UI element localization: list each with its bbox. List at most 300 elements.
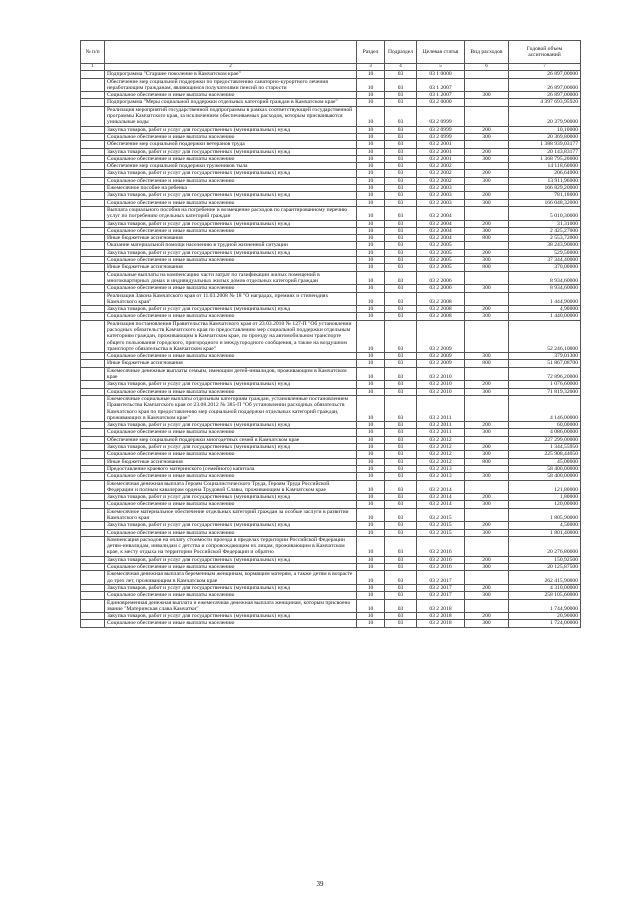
cell-expense: 200: [465, 381, 509, 388]
cell-num: [81, 536, 105, 556]
table-row: [81, 155, 581, 162]
cell-num: [81, 163, 105, 170]
cell-num: [81, 249, 105, 256]
cell-target: 03 2 0999: [417, 133, 465, 140]
cell-amount: 166 829,20000: [509, 185, 581, 192]
cell-name: Обеспечение мер социальной поддержки тружеников тыла: [105, 163, 357, 170]
cell-target: 03 1 0000: [417, 71, 465, 78]
table-row: [81, 536, 581, 556]
cell-section: 10: [357, 78, 385, 92]
cell-expense: 300: [465, 227, 509, 234]
cell-name: Закупка товаров, работ и услуг для государственных (муниципальных) нужд: [105, 422, 357, 429]
cell-section: 10: [357, 227, 385, 234]
cell-target: 03 2 2003: [417, 192, 465, 199]
cell-target: 03 2 2017: [417, 584, 465, 591]
cell-subsection: 03: [385, 235, 417, 242]
table-row: [81, 465, 581, 472]
cell-target: 03 2 2003: [417, 199, 465, 206]
cell-section: 10: [357, 501, 385, 508]
cell-target: 03 2 2003: [417, 185, 465, 192]
cell-section: 10: [357, 155, 385, 162]
cell-section: 10: [357, 199, 385, 206]
cell-subsection: 03: [385, 556, 417, 563]
cell-section: 10: [357, 422, 385, 429]
table-row: [81, 271, 581, 285]
cell-num: [81, 436, 105, 443]
table-row: [81, 177, 581, 184]
cell-name: Закупка товаров, работ и услуг для государственных (муниципальных) нужд: [105, 444, 357, 451]
cell-expense: [465, 292, 509, 306]
cell-name: Ежемесячное материальное обеспечение отдельных категорий граждан за особые заслуги в развитии Камчатского края: [105, 508, 357, 522]
table-row: [81, 242, 581, 249]
cell-num: [81, 71, 105, 78]
cell-section: 10: [357, 381, 385, 388]
cell-num: [81, 444, 105, 451]
cell-name: Закупка товаров, работ и услуг для государственных (муниципальных) нужд: [105, 556, 357, 563]
cell-amount: 58 400,00000: [509, 465, 581, 472]
cell-amount: 5 010,30000: [509, 206, 581, 220]
cell-amount: 120,00000: [509, 501, 581, 508]
cell-name: Ежемесячные денежные выплаты семьям, имеющим детей-инвалидов, проживающим в Камчатском крае: [105, 367, 357, 381]
cell-subsection: 03: [385, 155, 417, 162]
cell-target: 03 2 2001: [417, 141, 465, 148]
cell-name: Закупка товаров, работ и услуг для государственных (муниципальных) нужд: [105, 126, 357, 133]
cell-amount: 20,90000: [509, 613, 581, 620]
cell-section: 10: [357, 249, 385, 256]
cell-num: [81, 155, 105, 162]
cell-subsection: 03: [385, 451, 417, 458]
cell-subsection: 03: [385, 522, 417, 529]
cell-num: [81, 381, 105, 388]
cell-amount: 20 143,83177: [509, 148, 581, 155]
cell-amount: 4,50000: [509, 522, 581, 529]
cell-amount: 4 310,00000: [509, 584, 581, 591]
cell-section: 10: [357, 436, 385, 443]
table-row: [81, 613, 581, 620]
table-row: [81, 501, 581, 508]
cell-expense: 300: [465, 133, 509, 140]
table-row: [81, 141, 581, 148]
cell-expense: 200: [465, 613, 509, 620]
cell-subsection: 03: [385, 185, 417, 192]
cell-section: 10: [357, 599, 385, 613]
cell-target: 03 2 2015: [417, 508, 465, 522]
cell-target: 03 2 2009: [417, 320, 465, 352]
cell-target: 03 2 2016: [417, 536, 465, 556]
cell-subsection: 03: [385, 360, 417, 367]
cell-subsection: 03: [385, 465, 417, 472]
table-row: [81, 592, 581, 599]
cell-num: [81, 501, 105, 508]
cell-target: 03 2 2005: [417, 257, 465, 264]
cell-target: 03 2 2015: [417, 529, 465, 536]
cell-num: [81, 458, 105, 465]
cell-target: 03 2 2008: [417, 306, 465, 313]
cell-section: 10: [357, 206, 385, 220]
cell-name: Подпрограмма "Меры социальной поддержки отдельных категорий граждан в Камчатском крае": [105, 99, 357, 106]
cell-subsection: 03: [385, 71, 417, 78]
cell-num: [81, 360, 105, 367]
cell-num: [81, 613, 105, 620]
cell-num: [81, 473, 105, 480]
cell-expense: 200: [465, 192, 509, 199]
table-row: [81, 458, 581, 465]
cell-target: 03 2 2008: [417, 313, 465, 320]
cell-section: 10: [357, 106, 385, 126]
cell-amount: 31,31000: [509, 220, 581, 227]
cell-target: 03 1 2007: [417, 92, 465, 99]
cell-num: [81, 320, 105, 352]
cell-subsection: 03: [385, 163, 417, 170]
cell-target: 03 2 2001: [417, 155, 465, 162]
cell-target: 03 2 2014: [417, 501, 465, 508]
cell-num: [81, 564, 105, 571]
cell-target: 03 2 2009: [417, 353, 465, 360]
cell-section: 10: [357, 285, 385, 292]
cell-amount: 1 724,00000: [509, 620, 581, 627]
cell-subsection: 03: [385, 429, 417, 436]
column-number: 6: [465, 64, 509, 71]
table-row: [81, 388, 581, 395]
cell-section: 10: [357, 367, 385, 381]
cell-amount: 150,92500: [509, 556, 581, 563]
cell-subsection: 03: [385, 206, 417, 220]
cell-expense: [465, 599, 509, 613]
column-number: 3: [357, 64, 385, 71]
cell-section: 10: [357, 388, 385, 395]
cell-name: Закупка товаров, работ и услуг для государственных (муниципальных) нужд: [105, 249, 357, 256]
cell-amount: 529,50000: [509, 249, 581, 256]
cell-amount: 225 908,44050: [509, 451, 581, 458]
cell-target: 03 2 2004: [417, 227, 465, 234]
cell-subsection: 03: [385, 571, 417, 585]
table-row: [81, 92, 581, 99]
cell-subsection: 03: [385, 199, 417, 206]
table-row: [81, 429, 581, 436]
table-row: [81, 78, 581, 92]
cell-expense: 200: [465, 220, 509, 227]
cell-subsection: 03: [385, 436, 417, 443]
cell-amount: 20 125,87500: [509, 564, 581, 571]
cell-expense: 200: [465, 422, 509, 429]
column-number: 2: [105, 64, 357, 71]
cell-subsection: 03: [385, 458, 417, 465]
cell-num: [81, 92, 105, 99]
cell-target: 03 2 2013: [417, 473, 465, 480]
cell-name: Реализация мероприятий государственной подпрограммы в рамках соответствующей государственной программы Камчатского края, за исключением обеспечиваемых расходов, которым присваиваются уникальные коды: [105, 106, 357, 126]
cell-num: [81, 126, 105, 133]
cell-target: 03 2 2006: [417, 271, 465, 285]
cell-num: [81, 451, 105, 458]
cell-num: [81, 192, 105, 199]
cell-subsection: 03: [385, 271, 417, 285]
cell-expense: 200: [465, 444, 509, 451]
budget-table-sheet: [80, 40, 580, 628]
table-row: [81, 599, 581, 613]
cell-subsection: 03: [385, 388, 417, 395]
cell-name: Социальное обеспечение и иные выплаты населению: [105, 429, 357, 436]
cell-section: 10: [357, 529, 385, 536]
table-row: [81, 133, 581, 140]
cell-subsection: 03: [385, 249, 417, 256]
cell-section: 10: [357, 163, 385, 170]
cell-num: [81, 395, 105, 421]
cell-num: [81, 257, 105, 264]
cell-amount: 379,01300: [509, 353, 581, 360]
header-target: Целевая статья: [417, 41, 465, 64]
cell-expense: 300: [465, 257, 509, 264]
cell-amount: 45,00000: [509, 458, 581, 465]
cell-amount: 1,80000: [509, 494, 581, 501]
cell-target: 03 2 2008: [417, 292, 465, 306]
cell-expense: [465, 185, 509, 192]
cell-section: 10: [357, 306, 385, 313]
cell-subsection: 03: [385, 508, 417, 522]
cell-amount: 10,10000: [509, 126, 581, 133]
table-row: [81, 227, 581, 234]
cell-amount: 20 369,80000: [509, 133, 581, 140]
table-row: [81, 451, 581, 458]
cell-num: [81, 133, 105, 140]
cell-name: Обеспечение мер социальной поддержки ветеранов труда: [105, 141, 357, 148]
table-row: [81, 584, 581, 591]
table-row: [81, 320, 581, 352]
cell-amount: 72 896,20000: [509, 367, 581, 381]
table-row: [81, 556, 581, 563]
cell-amount: 781,18000: [509, 192, 581, 199]
cell-name: Иные бюджетные ассигнования: [105, 458, 357, 465]
cell-expense: [465, 465, 509, 472]
cell-target: 03 2 2016: [417, 556, 465, 563]
cell-amount: 227 299,00000: [509, 436, 581, 443]
table-row: [81, 422, 581, 429]
cell-target: 03 2 2012: [417, 444, 465, 451]
cell-section: 10: [357, 360, 385, 367]
cell-section: 10: [357, 353, 385, 360]
cell-expense: 300: [465, 529, 509, 536]
cell-subsection: 03: [385, 170, 417, 177]
cell-subsection: 03: [385, 257, 417, 264]
cell-section: 10: [357, 133, 385, 140]
cell-target: 03 2 2013: [417, 465, 465, 472]
cell-subsection: 03: [385, 292, 417, 306]
cell-expense: 300: [465, 155, 509, 162]
cell-num: [81, 220, 105, 227]
cell-name: Единовременная денежная выплата и ежемесячная денежная выплата женщинам, которым присвоено звание "Материнская слава Камчатки": [105, 599, 357, 613]
header-subsection: Подраздел: [385, 41, 417, 64]
cell-name: Социальное обеспечение и иные выплаты населению: [105, 592, 357, 599]
cell-section: 10: [357, 458, 385, 465]
cell-expense: 300: [465, 451, 509, 458]
cell-num: [81, 99, 105, 106]
table-row: [81, 508, 581, 522]
cell-amount: 58 400,00000: [509, 473, 581, 480]
cell-expense: 300: [465, 501, 509, 508]
cell-section: 10: [357, 192, 385, 199]
column-number: 1: [81, 64, 105, 71]
cell-amount: 258 105,60000: [509, 592, 581, 599]
cell-num: [81, 185, 105, 192]
cell-subsection: 03: [385, 584, 417, 591]
cell-section: 10: [357, 271, 385, 285]
cell-expense: [465, 106, 509, 126]
cell-num: [81, 353, 105, 360]
cell-expense: 300: [465, 429, 509, 436]
table-row: [81, 148, 581, 155]
cell-expense: 200: [465, 170, 509, 177]
table-row: [81, 99, 581, 106]
cell-num: [81, 494, 105, 501]
cell-subsection: 03: [385, 133, 417, 140]
cell-amount: 13 911,96000: [509, 177, 581, 184]
cell-target: 03 2 2005: [417, 242, 465, 249]
budget-table: [80, 40, 581, 628]
table-row: [81, 381, 581, 388]
cell-expense: [465, 163, 509, 170]
cell-expense: 300: [465, 620, 509, 627]
cell-subsection: 03: [385, 242, 417, 249]
cell-name: Компенсация расходов на оплату стоимости проезда в пределах территории Российской Федерации детям-инвалидам, инвалидам с детства и сопровождающим их лицам, проживающим в Камчатском крае, к месту отдыха на территории Российской Федерации и обратно: [105, 536, 357, 556]
cell-expense: 300: [465, 353, 509, 360]
cell-expense: [465, 206, 509, 220]
cell-subsection: 03: [385, 480, 417, 494]
cell-section: 10: [357, 592, 385, 599]
cell-name: Социальное обеспечение и иные выплаты населению: [105, 177, 357, 184]
cell-target: 03 2 0000: [417, 99, 465, 106]
cell-subsection: 03: [385, 106, 417, 126]
cell-num: [81, 306, 105, 313]
cell-target: 03 2 2015: [417, 522, 465, 529]
cell-num: [81, 148, 105, 155]
cell-name: Закупка товаров, работ и услуг для государственных (муниципальных) нужд: [105, 170, 357, 177]
cell-subsection: 03: [385, 620, 417, 627]
cell-target: 03 1 2007: [417, 78, 465, 92]
cell-expense: 300: [465, 92, 509, 99]
cell-target: 03 2 2017: [417, 571, 465, 585]
cell-subsection: 03: [385, 285, 417, 292]
header-amount: Годовой объем ассигнований: [509, 41, 581, 64]
column-number: 4: [385, 64, 417, 71]
cell-amount: 4 146,00000: [509, 395, 581, 421]
cell-target: 03 2 2012: [417, 458, 465, 465]
cell-amount: 166 048,32000: [509, 199, 581, 206]
cell-name: Закупка товаров, работ и услуг для государственных (муниципальных) нужд: [105, 220, 357, 227]
cell-num: [81, 465, 105, 472]
cell-expense: 200: [465, 556, 509, 563]
cell-target: 03 2 2002: [417, 177, 465, 184]
cell-amount: 2 425,27000: [509, 227, 581, 234]
cell-section: 10: [357, 620, 385, 627]
cell-section: 10: [357, 242, 385, 249]
cell-section: 10: [357, 257, 385, 264]
cell-expense: 300: [465, 592, 509, 599]
cell-target: 03 2 2002: [417, 170, 465, 177]
cell-section: 10: [357, 292, 385, 306]
table-row: [81, 313, 581, 320]
cell-name: Закупка товаров, работ и услуг для государственных (муниципальных) нужд: [105, 584, 357, 591]
cell-name: Социальное обеспечение и иные выплаты населению: [105, 473, 357, 480]
cell-target: 03 2 2010: [417, 367, 465, 381]
cell-subsection: 03: [385, 313, 417, 320]
cell-amount: 1 444,90000: [509, 292, 581, 306]
cell-amount: 262 415,90000: [509, 571, 581, 585]
cell-name: Выплата социального пособия на погребение и возмещение расходов по гарантированному перечню услуг по погребению отдельных категорий граждан: [105, 206, 357, 220]
cell-num: [81, 620, 105, 627]
cell-section: 10: [357, 126, 385, 133]
cell-expense: [465, 242, 509, 249]
cell-section: 10: [357, 264, 385, 271]
table-row: [81, 170, 581, 177]
cell-section: 10: [357, 508, 385, 522]
cell-section: 10: [357, 395, 385, 421]
cell-subsection: 03: [385, 444, 417, 451]
cell-section: 10: [357, 185, 385, 192]
cell-amount: 71 819,32000: [509, 388, 581, 395]
cell-section: 10: [357, 571, 385, 585]
cell-name: Социальные выплаты на компенсацию части затрат по газификации жилых помещений в многоквартирных домах и индивидуальных жилых домов отдельных категорий граждан: [105, 271, 357, 285]
cell-target: 03 2 2011: [417, 429, 465, 436]
cell-name: Социальное обеспечение и иные выплаты населению: [105, 451, 357, 458]
cell-num: [81, 429, 105, 436]
table-body: [81, 71, 581, 627]
cell-expense: [465, 71, 509, 78]
cell-num: [81, 584, 105, 591]
cell-expense: [465, 436, 509, 443]
cell-name: Закупка товаров, работ и услуг для государственных (муниципальных) нужд: [105, 494, 357, 501]
cell-subsection: 03: [385, 529, 417, 536]
cell-num: [81, 141, 105, 148]
cell-name: Закупка товаров, работ и услуг для государственных (муниципальных) нужд: [105, 613, 357, 620]
table-row: [81, 126, 581, 133]
cell-name: Социальное обеспечение и иные выплаты населению: [105, 564, 357, 571]
cell-target: 03 2 2016: [417, 564, 465, 571]
cell-name: Предоставление краевого материнского (семейного) капитала: [105, 465, 357, 472]
cell-target: 03 2 2018: [417, 613, 465, 620]
table-row: [81, 163, 581, 170]
cell-amount: 370,00000: [509, 264, 581, 271]
cell-expense: [465, 571, 509, 585]
cell-section: 10: [357, 313, 385, 320]
cell-subsection: 03: [385, 141, 417, 148]
cell-expense: [465, 99, 509, 106]
cell-section: 10: [357, 522, 385, 529]
page-number: 39: [316, 880, 324, 888]
cell-name: Социальное обеспечение и иные выплаты населению: [105, 388, 357, 395]
cell-name: Иные бюджетные ассигнования: [105, 360, 357, 367]
cell-amount: 52 246,10000: [509, 320, 581, 352]
cell-subsection: 03: [385, 536, 417, 556]
cell-amount: 1 388 939,03177: [509, 141, 581, 148]
cell-target: 03 2 2001: [417, 148, 465, 155]
table-row: [81, 564, 581, 571]
cell-target: 03 2 2012: [417, 451, 465, 458]
cell-subsection: 03: [385, 92, 417, 99]
cell-name: Ежемесячная денежная выплата беременным женщинам, кормящим матерям, а также детям в возрасте до трех лет, проживающим в Камчатском крае: [105, 571, 357, 585]
column-number-row: [81, 64, 581, 71]
cell-num: [81, 227, 105, 234]
cell-subsection: 03: [385, 592, 417, 599]
cell-num: [81, 556, 105, 563]
table-header-row: [81, 41, 581, 64]
cell-target: 03 2 2010: [417, 388, 465, 395]
cell-subsection: 03: [385, 177, 417, 184]
cell-expense: [465, 395, 509, 421]
cell-subsection: 03: [385, 78, 417, 92]
cell-expense: 300: [465, 199, 509, 206]
cell-expense: 200: [465, 306, 509, 313]
table-row: [81, 444, 581, 451]
cell-num: [81, 480, 105, 494]
